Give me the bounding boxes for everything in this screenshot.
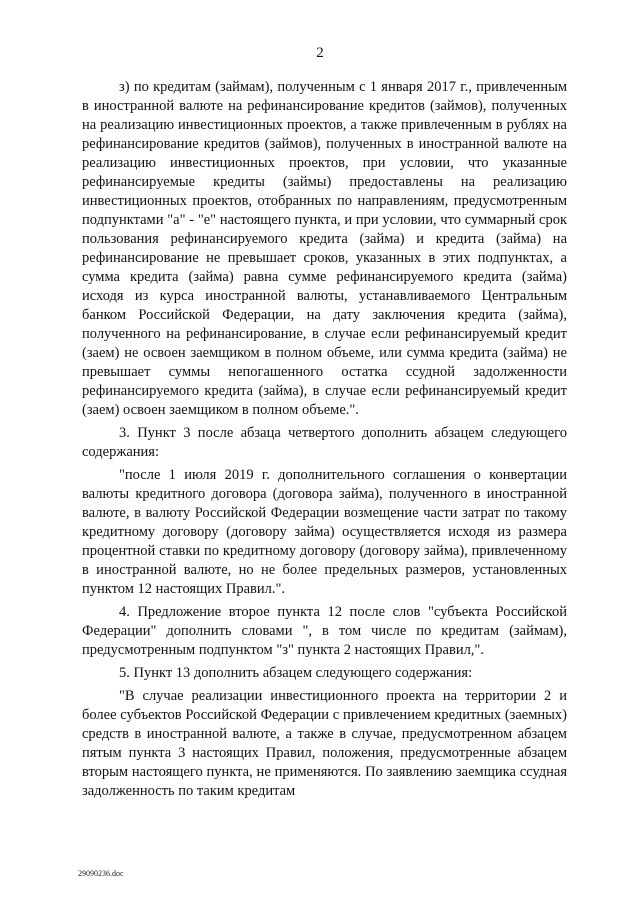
document-file-code: 29090236.doc bbox=[78, 869, 124, 878]
paragraph-item-5-quote: "В случае реализации инвестиционного проекта на территории 2 и более субъектов Российской Федерации с привлечением кредитных (заемных) средств в иностранной валюте, а также в случае, предусмотренном абзацем пятым пункта 3 настоящих Правил, положения, предусмотренные абзацем вторым настоящего пункта, не применяются. По заявлению заемщика ссудная задолженность по таким кредитам bbox=[82, 688, 567, 799]
document-body bbox=[82, 78, 567, 805]
page-number: 2 bbox=[316, 45, 324, 61]
paragraph-item-5: 5. Пункт 13 дополнить абзацем следующего содержания: bbox=[119, 665, 473, 681]
paragraph-item-4: 4. Предложение второе пункта 12 после слов "субъекта Российской Федерации" дополнить словами ", в том числе по кредитам (займам), предусмотренным подпунктом "з" пункта 2 настоящих Правил,". bbox=[82, 604, 567, 658]
paragraph-item-3-quote: "после 1 июля 2019 г. дополнительного соглашения о конвертации валюты кредитного договора (договора займа), полученного в иностранной валюте, в валюту Российской Федерации возмещение части затрат по такому кредитному договору (договору займа) осуществляется исходя из размера процентной ставки по кредитному договору (договору займа), привлеченному в иностранной валюте, но не более предельных размеров, установленных пунктом 12 настоящих Правил.". bbox=[82, 467, 567, 597]
paragraph-subitem-z: з) по кредитам (займам), полученным с 1 января 2017 г., привлеченным в иностранной валюте на рефинансирование кредитов (займов), полученных на реализацию инвестиционных проектов, а также привлеченным в рублях на рефинансирование кредитов (займов), полученных в иностранной валюте на реализацию инвестиционных проектов, при условии, что указанные рефинансируемые кредиты (займы) предоставлены на реализацию инвестиционных проектов, отобранных по направлениям, предусмотренным подпунктами "а" - "е" настоящего пункта, и при условии, что суммарный срок пользования рефинансируемого кредита (займа) и кредита (займа) на рефинансирование не превышает сроков, указанных в этих подпунктах, а сумма кредита (займа) равна сумме рефинансируемого кредита (займа) исходя из курса иностранной валюты, устанавливаемого Центральным банком Российской Федерации, на дату заключения кредита (займа), полученного на рефинансирование, в случае если рефинансируемый кредит (заем) не освоен заемщиком в полном объеме, или сумма кредита (займа) не превышает суммы непогашенного остатка ссудной задолженности рефинансируемого кредита (займа), в случае если рефинансируемый кредит (заем) освоен заемщиком в полном объеме.". bbox=[82, 79, 567, 418]
paragraph-item-3: 3. Пункт 3 после абзаца четвертого дополнить абзацем следующего содержания: bbox=[82, 425, 567, 460]
